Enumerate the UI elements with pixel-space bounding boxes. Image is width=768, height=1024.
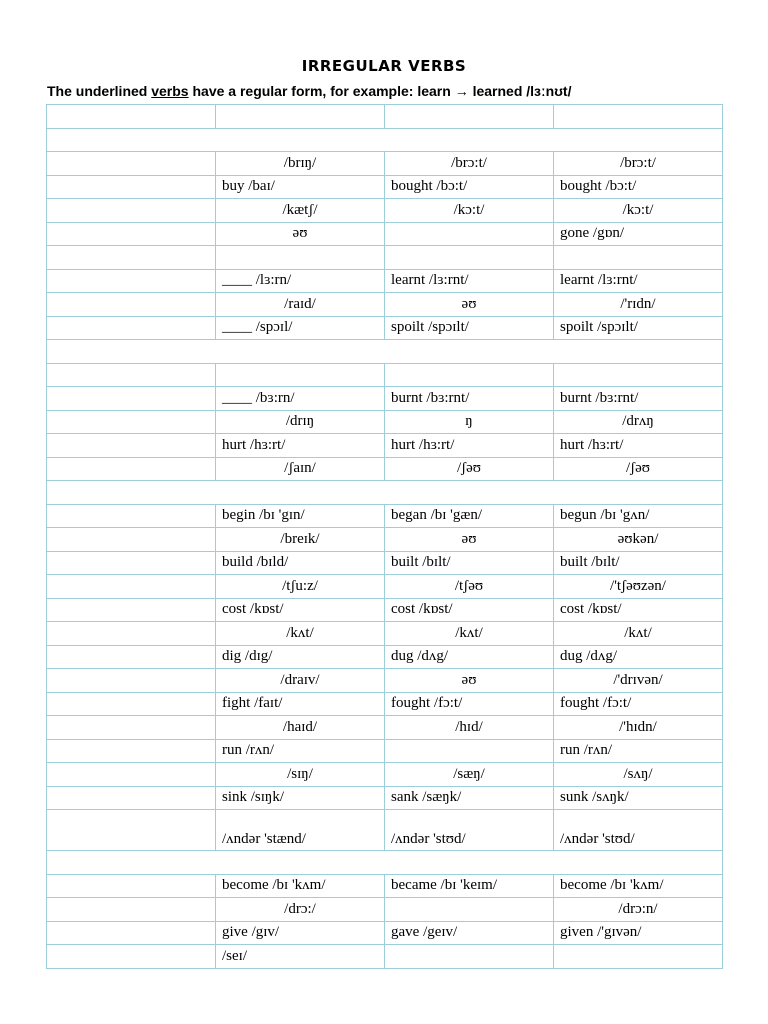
table-row	[47, 269, 723, 293]
table-row	[47, 222, 723, 246]
table-row	[47, 152, 723, 176]
table-cell: spoilt /spɔɪlt/	[554, 316, 723, 340]
table-cell: ____ /lɜ:rn/	[216, 269, 385, 293]
table-row	[47, 316, 723, 340]
table-cell: /seɪ/	[216, 945, 385, 969]
table-cell	[385, 246, 554, 270]
table-cell: /tʃu:z/	[216, 575, 385, 599]
section-divider-cell	[47, 851, 723, 875]
table-row	[47, 598, 723, 622]
table-cell: /drɔ:/	[216, 898, 385, 922]
table-cell: bought /bɔ:t/	[554, 175, 723, 199]
table-row	[47, 763, 723, 787]
table-row	[47, 716, 723, 740]
table-cell	[47, 692, 216, 716]
table-cell: dug /dʌg/	[554, 645, 723, 669]
table-cell	[554, 246, 723, 270]
table-cell: bought /bɔ:t/	[385, 175, 554, 199]
table-cell: dig /dɪg/	[216, 645, 385, 669]
section-divider-cell	[47, 128, 723, 152]
table-cell: hurt /hɜ:rt/	[216, 434, 385, 458]
table-row	[47, 175, 723, 199]
table-cell: /drɪŋ	[216, 410, 385, 434]
table-cell: /kʌt/	[216, 622, 385, 646]
table-cell: /ʌndər 'stænd/	[216, 810, 385, 851]
table-cell	[554, 945, 723, 969]
table-cell	[47, 246, 216, 270]
table-cell: run /rʌn/	[554, 739, 723, 763]
table-cell: /kætʃ/	[216, 199, 385, 223]
table-row	[47, 786, 723, 810]
table-cell: /ʃəʊ	[554, 457, 723, 481]
table-cell: sank /sæŋk/	[385, 786, 554, 810]
table-cell: ŋ	[385, 410, 554, 434]
table-cell: əʊ	[385, 528, 554, 552]
section-divider-cell	[47, 481, 723, 505]
table-cell	[385, 945, 554, 969]
table-row	[47, 669, 723, 693]
table-cell: given /'gɪvən/	[554, 921, 723, 945]
table-cell	[47, 222, 216, 246]
table-row	[47, 481, 723, 505]
table-row	[47, 692, 723, 716]
table-cell: build /bɪld/	[216, 551, 385, 575]
table-cell	[216, 246, 385, 270]
table-cell	[47, 598, 216, 622]
table-cell	[47, 786, 216, 810]
table-cell: /brɪŋ/	[216, 152, 385, 176]
table-cell: run /rʌn/	[216, 739, 385, 763]
table-row	[47, 898, 723, 922]
table-cell	[47, 387, 216, 411]
table-cell	[47, 622, 216, 646]
table-cell: /ʃəʊ	[385, 457, 554, 481]
table-cell: gave /geɪv/	[385, 921, 554, 945]
table-cell	[554, 105, 723, 129]
table-cell	[47, 528, 216, 552]
table-cell	[216, 363, 385, 387]
table-cell: began /bɪ 'gæn/	[385, 504, 554, 528]
table-cell: /'tʃəʊzən/	[554, 575, 723, 599]
table-cell	[385, 739, 554, 763]
table-cell: cost /kɒst/	[554, 598, 723, 622]
table-cell: become /bɪ 'kʌm/	[554, 874, 723, 898]
table-cell	[385, 222, 554, 246]
table-row	[47, 387, 723, 411]
table-cell	[47, 874, 216, 898]
table-row	[47, 246, 723, 270]
table-cell	[216, 105, 385, 129]
table-cell: built /bɪlt/	[554, 551, 723, 575]
table-cell: /ʌndər 'stʊd/	[554, 810, 723, 851]
table-row	[47, 340, 723, 364]
intro-part2: have a regular form, for example: learn → learned /lɜːnʊt/	[188, 83, 572, 99]
table-cell: əʊ	[216, 222, 385, 246]
table-cell: /tʃəʊ	[385, 575, 554, 599]
table-cell	[47, 199, 216, 223]
table-cell	[385, 105, 554, 129]
table-cell	[47, 810, 216, 851]
table-row	[47, 128, 723, 152]
table-cell	[47, 716, 216, 740]
table-cell	[385, 898, 554, 922]
intro-part1: The underlined	[47, 83, 152, 99]
table-row	[47, 528, 723, 552]
page-title: IRREGULAR VERBS	[301, 57, 467, 75]
table-cell: sink /sɪŋk/	[216, 786, 385, 810]
table-cell: /brɔ:t/	[385, 152, 554, 176]
table-cell	[47, 457, 216, 481]
table-cell: begin /bɪ 'gɪn/	[216, 504, 385, 528]
table-row	[47, 739, 723, 763]
table-cell: əʊ	[385, 669, 554, 693]
table-cell: /kʌt/	[385, 622, 554, 646]
table-row	[47, 874, 723, 898]
table-cell: hurt /hɜ:rt/	[554, 434, 723, 458]
table-cell: cost /kɒst/	[216, 598, 385, 622]
table-cell	[47, 763, 216, 787]
table-cell: əʊkən/	[554, 528, 723, 552]
table-row	[47, 851, 723, 875]
table-cell	[47, 575, 216, 599]
table-cell: built /bɪlt/	[385, 551, 554, 575]
table-row	[47, 434, 723, 458]
table-cell: hurt /hɜ:rt/	[385, 434, 554, 458]
table-cell: buy /baɪ/	[216, 175, 385, 199]
table-cell: /hɪd/	[385, 716, 554, 740]
table-row	[47, 551, 723, 575]
table-row	[47, 105, 723, 129]
table-row	[47, 622, 723, 646]
table-cell: /ʌndər 'stʊd/	[385, 810, 554, 851]
table-row	[47, 457, 723, 481]
table-cell: /brɔ:t/	[554, 152, 723, 176]
table-cell: /ʃaɪn/	[216, 457, 385, 481]
table-cell: sunk /sʌŋk/	[554, 786, 723, 810]
table-cell: /kɔ:t/	[385, 199, 554, 223]
table-cell	[554, 363, 723, 387]
table-row	[47, 363, 723, 387]
table-cell: dug /dʌg/	[385, 645, 554, 669]
intro-text	[47, 83, 571, 99]
table-cell: /raɪd/	[216, 293, 385, 317]
section-divider-cell	[47, 340, 723, 364]
table-cell: /sæŋ/	[385, 763, 554, 787]
table-cell: /draɪv/	[216, 669, 385, 693]
table-cell	[47, 152, 216, 176]
table-row	[47, 199, 723, 223]
table-cell	[47, 669, 216, 693]
table-row	[47, 945, 723, 969]
table-cell: /'rɪdn/	[554, 293, 723, 317]
table-cell: spoilt /spɔɪlt/	[385, 316, 554, 340]
table-cell: fought /fɔ:t/	[554, 692, 723, 716]
table-cell	[47, 293, 216, 317]
table-cell: gone /gɒn/	[554, 222, 723, 246]
table-cell	[47, 898, 216, 922]
table-cell	[385, 363, 554, 387]
intro-underlined-word: verbs	[151, 83, 189, 99]
table-cell: cost /kɒst/	[385, 598, 554, 622]
table-cell: /haɪd/	[216, 716, 385, 740]
table-cell: /'hɪdn/	[554, 716, 723, 740]
table-cell: ____ /bɜ:rn/	[216, 387, 385, 411]
table-cell	[47, 363, 216, 387]
table-cell	[47, 316, 216, 340]
table-cell	[47, 105, 216, 129]
table-cell	[47, 269, 216, 293]
verbs-table	[46, 104, 723, 969]
table-cell: become /bɪ 'kʌm/	[216, 874, 385, 898]
table-cell	[47, 175, 216, 199]
table-cell	[47, 434, 216, 458]
table-cell: burnt /bɜ:rnt/	[554, 387, 723, 411]
table-cell: learnt /lɜ:rnt/	[385, 269, 554, 293]
table-row	[47, 504, 723, 528]
table-cell	[47, 645, 216, 669]
verbs-table-body	[47, 105, 723, 969]
table-cell: /drɔ:n/	[554, 898, 723, 922]
table-row	[47, 410, 723, 434]
table-cell	[47, 739, 216, 763]
table-cell: /'drɪvən/	[554, 669, 723, 693]
table-cell: fight /faɪt/	[216, 692, 385, 716]
table-cell: /sʌŋ/	[554, 763, 723, 787]
table-row	[47, 810, 723, 851]
table-cell: /kʌt/	[554, 622, 723, 646]
table-cell: begun /bɪ 'gʌn/	[554, 504, 723, 528]
table-row	[47, 921, 723, 945]
table-cell	[47, 410, 216, 434]
table-cell: /breɪk/	[216, 528, 385, 552]
table-cell: /kɔ:t/	[554, 199, 723, 223]
table-cell: əʊ	[385, 293, 554, 317]
table-row	[47, 293, 723, 317]
table-cell: /drʌŋ	[554, 410, 723, 434]
table-cell	[47, 921, 216, 945]
table-cell	[47, 551, 216, 575]
table-cell: fought /fɔ:t/	[385, 692, 554, 716]
table-cell: became /bɪ 'keɪm/	[385, 874, 554, 898]
table-cell	[47, 504, 216, 528]
table-cell	[47, 945, 216, 969]
table-cell: burnt /bɜ:rnt/	[385, 387, 554, 411]
table-row	[47, 575, 723, 599]
table-row	[47, 645, 723, 669]
table-cell: ____ /spɔɪl/	[216, 316, 385, 340]
table-cell: learnt /lɜ:rnt/	[554, 269, 723, 293]
table-cell: /sɪŋ/	[216, 763, 385, 787]
table-cell: give /gɪv/	[216, 921, 385, 945]
